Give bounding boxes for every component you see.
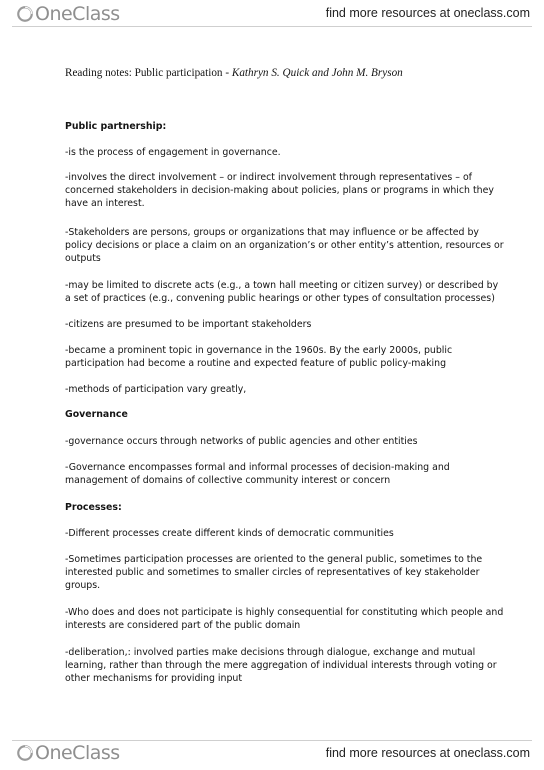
paragraph: -governance occurs through networks of public agencies and other entities (65, 436, 418, 447)
paragraph: -Governance encompasses formal and informal processes of decision-making and management of domains of collective community interest or concern (65, 462, 450, 487)
footer-tagline-link[interactable]: find more resources at oneclass.com (325, 746, 530, 760)
title-authors: Kathryn S. Quick and John M. Bryson (231, 67, 403, 79)
header-tagline-link[interactable]: find more resources at oneclass.com (325, 6, 530, 20)
logo-text: OneClass (35, 742, 120, 764)
header-divider (12, 26, 532, 27)
paragraph: -Stakeholders are persons, groups or organizations that may influence or be affected by policy decisions or place a claim on an organization’s or other entity’s attention, resources or outputs (65, 227, 504, 265)
oneclass-logo-icon (16, 744, 34, 762)
paragraph: -Sometimes participation processes are oriented to the general public, sometimes to the interested public and sometimes to smaller circles of representatives of key stakeholder groups. (65, 554, 483, 592)
paragraph: -may be limited to discrete acts (e.g., a town hall meeting or citizen survey) or described by a set of practices (e.g., convening public hearings or other types of consultation processes) (65, 280, 499, 305)
paragraph: -Who does and does not participate is highly consequential for constituting which people and interests are considered part of the public domain (65, 607, 504, 632)
oneclass-logo-icon (16, 5, 34, 23)
title-prefix: Reading notes: Public participation - (65, 67, 232, 79)
footer-divider (12, 740, 532, 741)
section-heading: Governance (65, 409, 128, 420)
paragraph: -involves the direct involvement – or indirect involvement through representatives – of concerned stakeholders in decision-making about policies, plans or programs in which they have an interest. (65, 172, 494, 210)
paragraph: -Different processes create different kinds of democratic communities (65, 528, 394, 539)
section-heading: Processes: (65, 502, 122, 513)
paragraph: -methods of participation vary greatly, (65, 384, 247, 395)
paragraph: -is the process of engagement in governance. (65, 147, 281, 158)
oneclass-logo[interactable] (16, 742, 120, 764)
document-title (65, 67, 403, 80)
paragraph: -became a prominent topic in governance in the 1960s. By the early 2000s, public participation had become a routine and expected feature of public policy-making (65, 345, 453, 370)
oneclass-logo[interactable] (16, 3, 120, 25)
paragraph: -citizens are presumed to be important stakeholders (65, 319, 312, 330)
paragraph: -deliberation,: involved parties make decisions through dialogue, exchange and mutual learning, rather than through the mere aggregation of individual interests through voting or other mechanisms for providing input (65, 647, 497, 685)
section-heading: Public partnership: (65, 121, 167, 132)
page-footer (0, 738, 544, 768)
page-header (0, 0, 544, 30)
logo-text: OneClass (35, 3, 120, 25)
